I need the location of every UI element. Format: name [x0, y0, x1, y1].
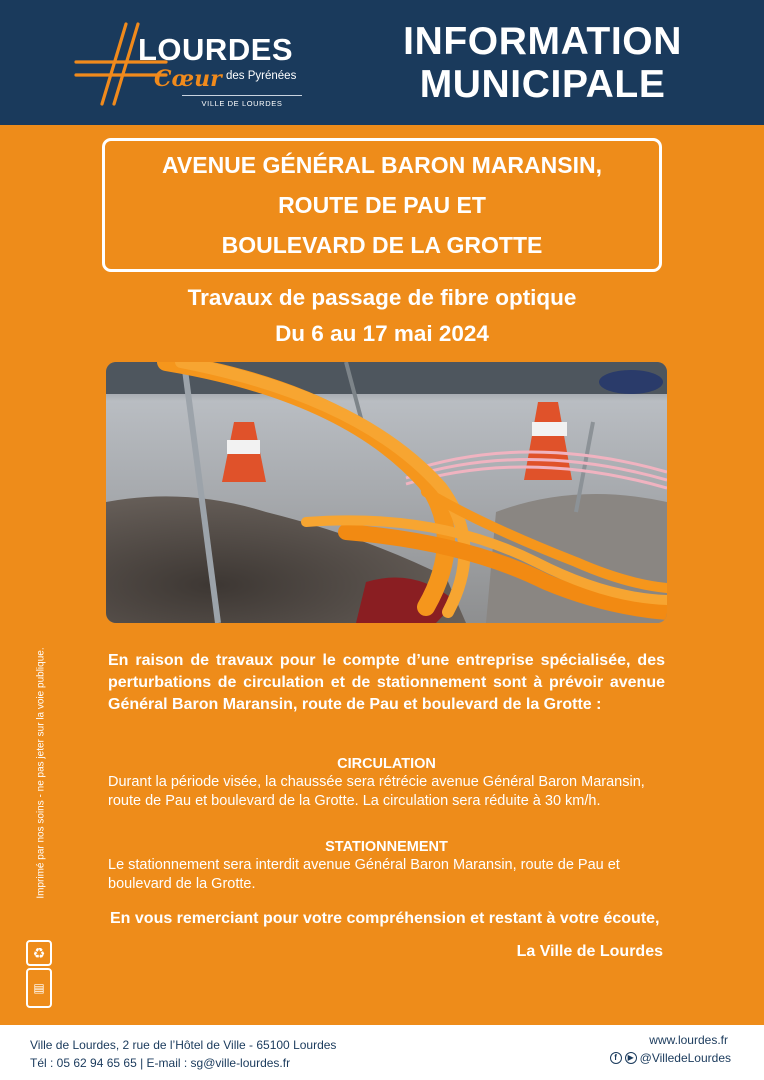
- works-dates: Du 6 au 17 mai 2024: [275, 321, 489, 346]
- lourdes-logo: [74, 20, 314, 110]
- logo-ville: VILLE DE LOURDES: [182, 95, 302, 108]
- title-line-2: MUNICIPALE: [419, 63, 666, 106]
- circulation-heading: CIRCULATION: [337, 756, 436, 772]
- facebook-icon[interactable]: f: [610, 1052, 622, 1064]
- social-links: [610, 1051, 731, 1065]
- street-line: BOULEVARD DE LA GROTTE: [221, 232, 543, 258]
- works-subtitle: Travaux de passage de fibre optique: [187, 285, 577, 310]
- streets-box: [102, 138, 662, 272]
- circulation-text: Durant la période visée, la chaussée sera rétrécie avenue Général Baron Maransin, route de Pau et boulevard de la Grotte. La circulation sera réduite à 30 km/h.: [108, 774, 645, 809]
- website-link[interactable]: www.lourdes.fr: [649, 1033, 728, 1047]
- stationnement-heading: STATIONNEMENT: [325, 839, 448, 855]
- logo-coeur: Cœur: [154, 66, 222, 92]
- footer-phone-email: Tél : 05 62 94 65 65 | E-mail : sg@ville-lourdes.fr: [30, 1056, 291, 1070]
- street-line: ROUTE DE PAU ET: [278, 192, 486, 218]
- fiber-works-photo: [106, 362, 667, 623]
- logo-word: LOURDES: [138, 32, 294, 67]
- recycle-icon: ▤: [26, 968, 52, 1008]
- recycle-logos: [26, 940, 52, 1010]
- compost-icon: ♻: [26, 940, 52, 966]
- logo-pyrenees: des Pyrénées: [226, 70, 297, 82]
- poster-body: [0, 125, 764, 1025]
- street-line: AVENUE GÉNÉRAL BARON MARANSIN,: [161, 152, 602, 178]
- footer: [0, 1025, 764, 1080]
- signature: La Ville de Lourdes: [516, 943, 663, 960]
- intro-paragraph: En raison de travaux pour le compte d’une entreprise spécialisée, des perturbations de circulation et de stationnement sont à prévoir avenue Général Baron Maransin, route de Pau et boulevard de la Grotte :: [108, 652, 665, 713]
- page-title: [403, 20, 682, 106]
- social-handle[interactable]: @VilledeLourdes: [639, 1051, 731, 1065]
- youtube-icon[interactable]: ▶: [625, 1052, 637, 1064]
- footer-address: Ville de Lourdes, 2 rue de l’Hôtel de Ville - 65100 Lourdes: [30, 1038, 337, 1052]
- side-notice-text: Imprimé par nos soins - ne pas jeter sur la voie publique.: [35, 647, 47, 899]
- closing-text: En vous remerciant pour votre compréhension et restant à votre écoute,: [110, 910, 660, 927]
- header-banner: [0, 0, 764, 125]
- footer-contact: [30, 1036, 336, 1072]
- stationnement-text: Le stationnement sera interdit avenue Général Baron Maransin, route de Pau et boulevard de la Grotte.: [108, 857, 620, 892]
- side-notice: [21, 617, 61, 929]
- title-line-1: INFORMATION: [403, 20, 682, 63]
